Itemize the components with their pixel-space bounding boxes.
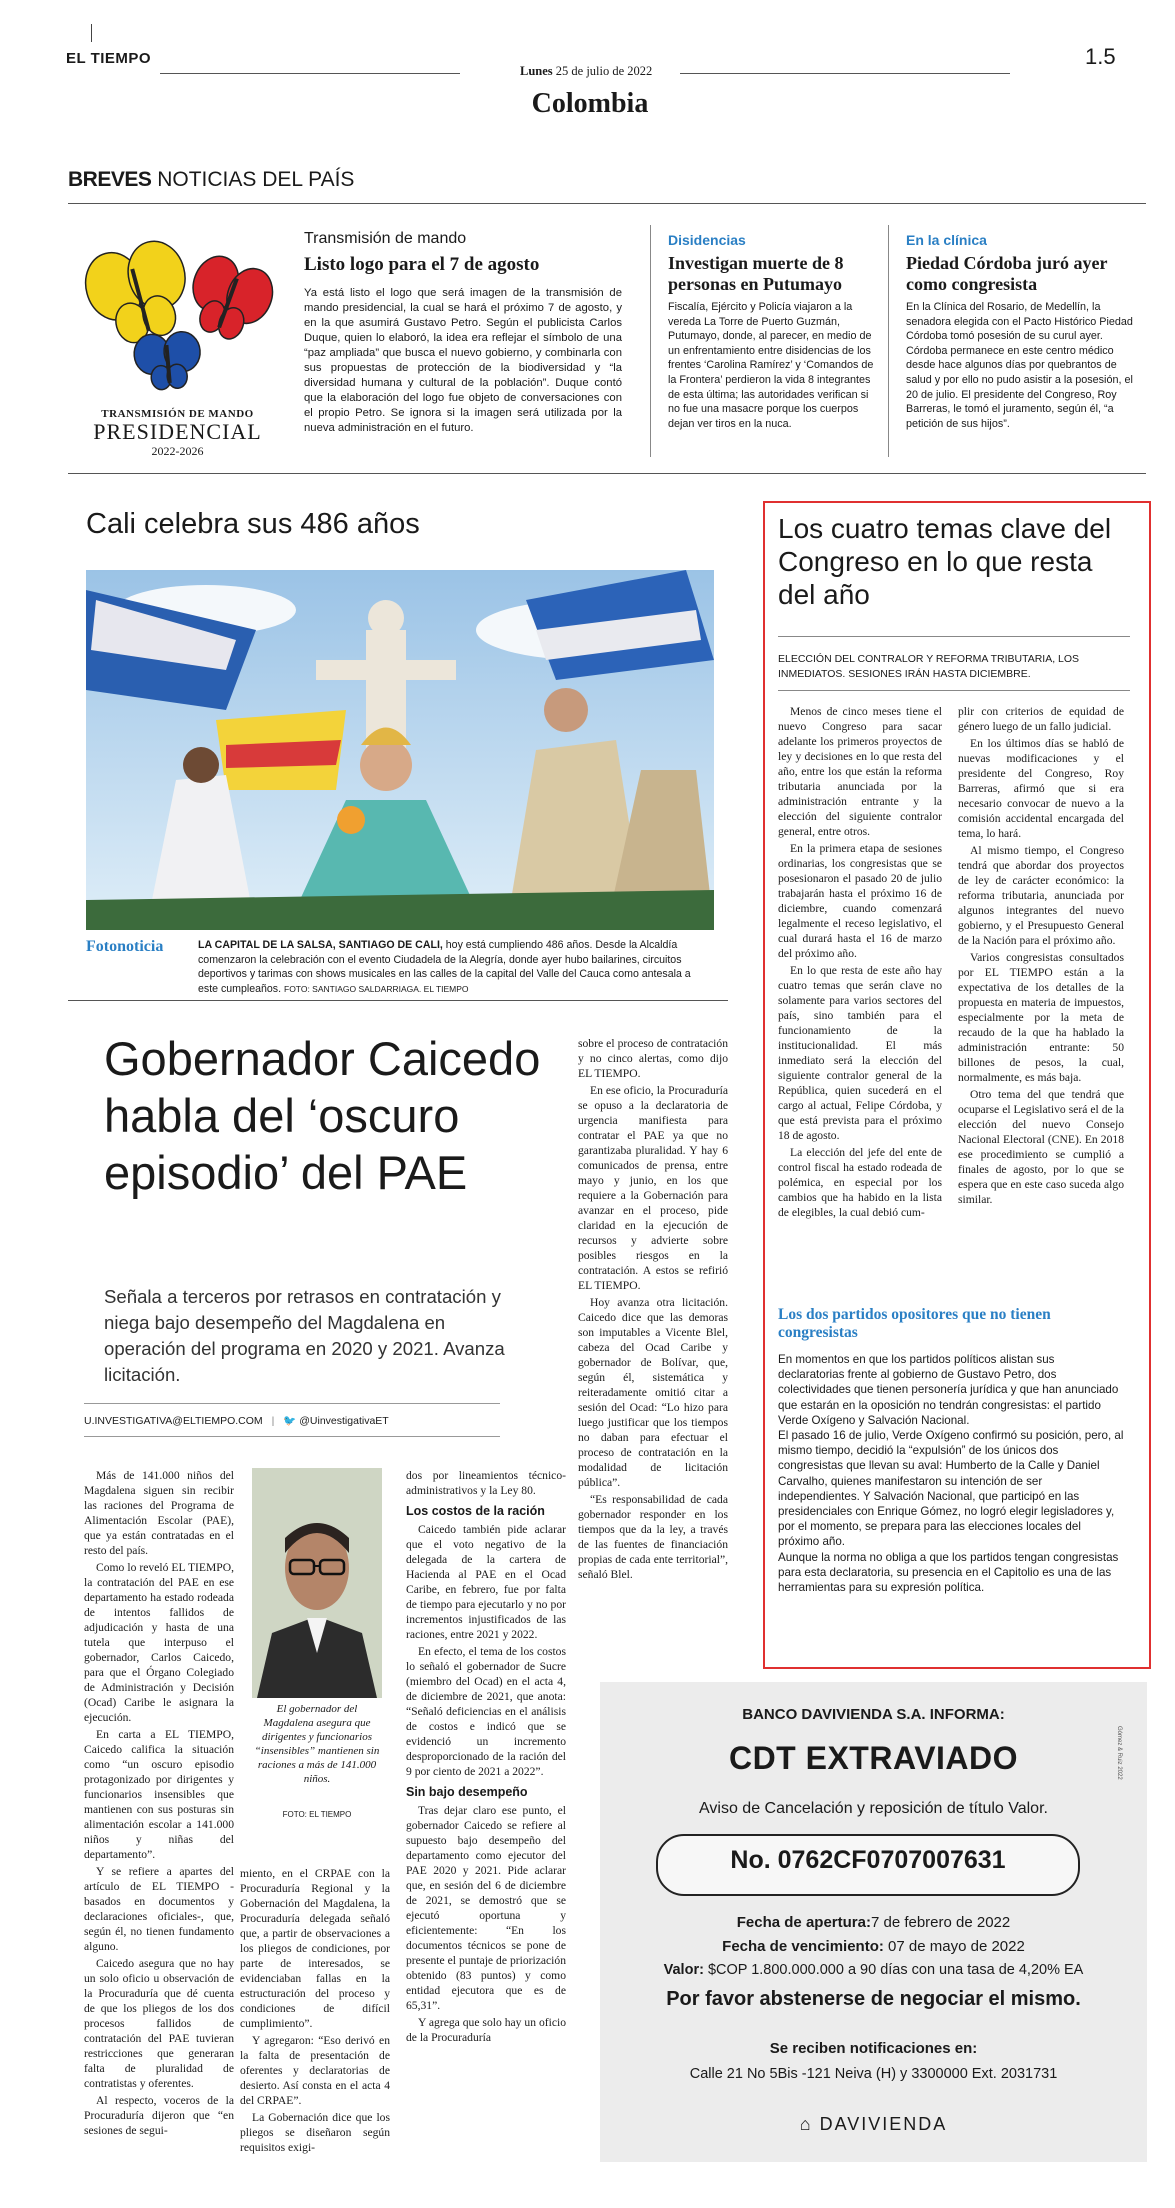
- subhead-desempeno: Sin bajo desempeño: [406, 1785, 528, 1799]
- davivienda-house-icon: ⌂: [799, 2114, 813, 2134]
- breves-bottom-rule: [68, 473, 1146, 474]
- subhead-costos: Los costos de la ración: [406, 1504, 545, 1518]
- governor-photo-credit: FOTO: EL TIEMPO: [282, 1810, 352, 1819]
- ad-apertura-label: Fecha de apertura:: [736, 1914, 871, 1931]
- breves-label-bold: BREVES: [68, 168, 152, 191]
- section-title: Colombia: [531, 88, 649, 119]
- gob-col3-p3: En efecto, el tema de los costos lo señaló el gobernador de Sucre (miembro del Ocad) en el acta 4, de diciembre de 2021, que anota: “Señaló deficiencias en el análisis de costos e indicó que se evidenció un incremento desproporcionado de la ración del 9 por ciento de 2021 a 2022”.: [406, 1645, 566, 1778]
- fotonoticia-label: Fotonoticia: [86, 938, 164, 955]
- ad-side-note: Gómez & Ruiz 2022: [1116, 1726, 1122, 1780]
- cali-bottom-rule: [68, 1000, 728, 1001]
- ad-apertura: [600, 1914, 1147, 1931]
- butterflies-icon: [80, 228, 275, 408]
- gob-col4-p2: En ese oficio, la Procuraduría se opuso a la declaratoria de urgencia manifiesta para contratar el PAE ya que no garantizaba pluralidad. Y hay 6 comunicados de prensa, entre mayo y junio, en los que requiere a la Gobernación para avanzar en el proceso, pide claridad en la ejecución de recursos y advierte sobre posibles riesgos en la contratación. A estos se refirió EL TIEMPO.: [578, 1084, 728, 1292]
- cali-caption: [198, 938, 710, 996]
- congreso-title-rule: [778, 636, 1130, 637]
- cong-col1-p2: En la primera etapa de sesiones ordinarias, los congresistas que se posesionaron el pasado 20 de julio trabajarán hasta el próximo 16 de diciembre, cuando comenzará legalmente el receso legislativo, el cual durará hasta el 16 de marzo del próximo año.: [778, 842, 942, 960]
- gob-col3-p1: dos por lineamientos técnico-administrativos y la Ley 80.: [406, 1469, 566, 1497]
- cong-col2-p4: Varios congresistas consultados por EL TIEMPO están a la expectativa de los detalles de la propuesta en materia de impuestos, especialmente por la meta de recaudo de la que ha hablado la administración entrante: 50 billones de pesos, la cual, normalmente, es más baja.: [958, 951, 1124, 1084]
- gob-col1-p5: Caicedo asegura que no hay un solo oficio u observación de la Procuraduría que dé cuenta de que los pliegos de los dos procesos fallidos de contratación del PAE tuvieran restricciones que generaran falta de pluralidad de contratistas y oferentes.: [84, 1957, 234, 2090]
- governor-portrait-image: [252, 1468, 382, 1698]
- cali-photo: [86, 570, 714, 930]
- congreso-col2: [958, 704, 1124, 1304]
- governor-photo: [252, 1468, 382, 1698]
- gob-col1-p3: En carta a EL TIEMPO, Caicedo califica la situación como “un oscuro episodio protagonizado por dirigentes y funcionarios insensibles que mantienen con sus posturas sin alimentación escolar a 141.000 niños y niñas del departamento”.: [84, 1728, 234, 1861]
- brief-3-category: En la clínica: [906, 232, 987, 248]
- governor-photo-caption: El gobernador del Magdalena asegura que dirigentes y funcionarios “insensibles” mantienen sin raciones a más de 141.000 niños.: [254, 1703, 380, 1785]
- ad-valor-label: Valor:: [663, 1962, 704, 1978]
- ad-address: Calle 21 No 5Bis -121 Neiva (H) y 3300000 Ext. 2031731: [689, 2066, 1058, 2082]
- gob-col4-p1: sobre el proceso de contratación y no cinco alertas, como dijo EL TIEMPO.: [578, 1037, 728, 1080]
- gob-col3-p2: Caicedo también pide aclarar que el voto negativo de la delegada de la cartera de Hacienda al PAE en el Ocad Caribe, en febrero, fue por falta de tiempo para ejecutarlo y no por incrementos injustificados de las raciones, entre 2021 y 2022.: [406, 1523, 566, 1641]
- cong-col2-p1: plir con criterios de equidad de género luego de un fallo judicial.: [958, 705, 1124, 733]
- cong-col2-p3: Al mismo tiempo, el Congreso tendrá que abordar dos proyectos de ley de carácter económico: la reforma tributaria, anunciada por algunos integrantes del nuevo gobierno, y el Presupuesto General de la Nación para el próximo año.: [958, 844, 1124, 947]
- byline-email[interactable]: U.INVESTIGATIVA@ELTIEMPO.COM: [84, 1415, 263, 1427]
- header-tick: [91, 24, 92, 42]
- cong-col1-p1: Menos de cinco meses tiene el nuevo Congreso para sacar adelante los primeros proyectos de ley y decisiones en lo que resta del año, entre los que están la reforma tributaria anunciada por la administración entrante y la elección del siguiente contralor general, entre otros.: [778, 705, 942, 838]
- breves-label-light: NOTICIAS DEL PAÍS: [157, 168, 355, 191]
- brief-2-title: Investigan muerte de 8 personas en Putumayo: [668, 253, 844, 294]
- brief-3-title: Piedad Córdoba juró ayer como congresista: [906, 253, 1108, 294]
- breves-heading: [68, 168, 354, 192]
- header-rule-left: [160, 73, 460, 74]
- ad-notif-label: Se reciben notificaciones en:: [769, 2040, 978, 2057]
- cong-col1-p4: La elección del jefe del ente de control fiscal ha estado rodeada de polémica, en especial por los cambios que ha habido en la lista de elegibles, la cual debió cum-: [778, 1146, 942, 1219]
- ad-vencimiento: [600, 1938, 1147, 1955]
- gobernador-col1: [84, 1468, 234, 2168]
- cali-credit: FOTO: SANTIAGO SALDARRIAGA. EL TIEMPO: [284, 983, 469, 994]
- byline-rule-bottom: [84, 1436, 500, 1437]
- gob-col2-p1: miento, en el CRPAE con la Procuraduría Regional y la Gobernación del Magdalena, la Procuraduría delegada señaló que, a partir de observaciones a los pliegos de condiciones, por parte de interesados, se evidenciaban fallas en la estructuración del proceso y condiciones de difícil cumplimiento”.: [240, 1867, 390, 2030]
- gobernador-col3: [406, 1468, 566, 2168]
- gob-col3-p5: Y agrega que solo hay un oficio de la Procuraduría: [406, 2016, 566, 2044]
- gob-col2-p3: La Gobernación dice que los pliegos se diseñaron según requisitos exigi-: [240, 2111, 390, 2154]
- gob-col1-p4: Y se refiere a apartes del artículo de EL TIEMPO -basados en documentos y declaraciones oficiales-, que, según él, no tienen fundamento alguno.: [84, 1865, 234, 1953]
- byline-separator: |: [271, 1415, 275, 1427]
- gob-col1-p6: Al respecto, voceros de la Procuraduría dijeron que “en sesiones de segui-: [84, 2094, 234, 2137]
- brief-main-title: Listo logo para el 7 de agosto: [304, 254, 540, 275]
- congreso-title: Los cuatro temas clave del Congreso en lo que resta del año: [778, 513, 1112, 610]
- cong-col1-p3: En lo que resta de este año hay cuatro temas que serán clave no solamente para varios sectores del país, sino también para el funcionamiento de la institucionalidad. El más inmediato será la elección del siguiente contralor general de la República, quien sucederá en el cargo al actual, Felipe Córdoba, y que está prevista para el próximo 18 de agosto.: [778, 964, 942, 1142]
- logo-caption-line2: PRESIDENCIAL: [93, 419, 262, 444]
- byline-twitter[interactable]: @UinvestigativaET: [299, 1415, 389, 1427]
- ad-valor: [600, 1962, 1147, 1978]
- header-rule-right: [680, 73, 1010, 74]
- gob-col2-p2: Y agregaron: “Eso derivó en la falta de presentación de oferentes y declaratorias de desierto. Así consta en el acta 4 del CRPAE”.: [240, 2034, 390, 2107]
- cong-col2-p2: En los últimos días se habló de nuevas modificaciones y el presidente del Congreso, Roy Barreras, afirmó que si era necesario convocar de nuevo a la comisión accidental encargada del tema, lo hará.: [958, 737, 1124, 840]
- ad-valor-value: $COP 1.800.000.000 a 90 días con una tasa de 4,20% EA: [707, 1962, 1084, 1978]
- cong-sub-p3: Aunque la norma no obliga a que los partidos tengan congresistas para esta declaratoria, su presencia en el Capitolio es una de las herramientas para su expresión política.: [778, 1550, 1119, 1595]
- gobernador-dek: Señala a terceros por retrasos en contratación y niega bajo desempeño del Magdalena en operación del programa en 2020 y 2021. Avanza licitación.: [104, 1286, 505, 1385]
- gobernador-col4: [578, 1036, 728, 1656]
- gobernador-byline: [84, 1414, 389, 1427]
- brief-divider-1: [650, 225, 651, 457]
- newspaper-logo: EL TIEMPO: [66, 50, 152, 67]
- cali-caption-bold: LA CAPITAL DE LA SALSA, SANTIAGO DE CALI,: [198, 939, 443, 951]
- twitter-icon: 🐦: [283, 1415, 297, 1427]
- cali-photo-image: [86, 570, 714, 930]
- cong-sub-p2: El pasado 16 de julio, Verde Oxígeno confirmó su posición, pero, al mismo tiempo, decidió la “expulsión” de los únicos dos congresistas que llevan su aval: Humberto de la Calle y Daniel Carvalho, quienes manifestaron su intención de ser independientes. Y Salvación Nacional, que participó en las presidenciales con Enrique Gómez, no logró elegir legisladores y, por el momento, se prepara para las elecciones locales del próximo año.: [778, 1429, 1124, 1549]
- ad-brand: [600, 2114, 1147, 2135]
- logo-caption: [80, 408, 275, 459]
- brief-2-category: Disidencias: [668, 232, 746, 248]
- date-rest: 25 de julio de 2022: [555, 64, 653, 78]
- header-date: [520, 64, 652, 79]
- ad-subtitle: Aviso de Cancelación y reposición de título Valor.: [699, 1800, 1048, 1817]
- ad-headline: CDT EXTRAVIADO: [728, 1740, 1019, 1776]
- congreso-summary: ELECCIÓN DEL CONTRALOR Y REFORMA TRIBUTARIA, LOS INMEDIATOS. SESIONES IRÁN HASTA DICIEMBRE.: [778, 653, 1080, 680]
- brief-main-body: Ya está listo el logo que será imagen de la transmisión de mando presidencial, la cual se hará el próximo 7 de agosto, y en la que asumirá Gustavo Petro. Según el publicista Carlos Duque, quien lo elaboró, la idea era reflejar el símbolo de una “paz ampliada” que busca el nuevo gobierno, y combinarla con sus propuestas de protección de la biodiversidad y “la diversidad humana y cultural de la población”. Duque contó que la elaboración del logo fue objeto de conversaciones con el propio Petro. Se ignora si la imagen será utilizada por la nueva administración en el futuro.: [304, 287, 622, 434]
- congreso-col1: [778, 704, 942, 1304]
- gob-col4-p3: Hoy avanza otra licitación. Caicedo dice que las demoras son imputables a Vicente Blel, cabeza del Ocad Caribe y gobernador de Bolívar, que, según él, sistemática y reiteradamente omitió citar a sesión del Ocad: “Lo hizo para luego justificar que los tiempos no daban para efectuar el proceso de contratación en la modalidad de licitación pública”.: [578, 1296, 728, 1489]
- cali-caption-text: hoy está cumpliendo 486 años. Desde la Alcaldía comenzaron la celebración con el evento Ciudadela de la Alegría, donde ayer hubo bailarines, circuitos deportivos y tarimas con shows musicales en las calles de la capital del Valle del Cauca como antesala a este cumpleaños.: [198, 939, 691, 995]
- gob-col1-p1: Más de 141.000 niños del Magdalena siguen sin recibir las raciones del Programa de Alimentación Escolar (PAE), que ya están contratadas en el resto del país.: [84, 1469, 234, 1557]
- ad-number: No. 0762CF0707007631: [730, 1846, 1006, 1874]
- byline-rule-top: [84, 1403, 500, 1404]
- congreso-sub-title: Los dos partidos opositores que no tienen congresistas: [778, 1306, 1051, 1341]
- ad-bank: BANCO DAVIVIENDA S.A. INFORMA:: [742, 1706, 1005, 1723]
- logo-caption-line3: 2022-2026: [151, 444, 204, 458]
- ad-apertura-value: 7 de febrero de 2022: [870, 1914, 1011, 1931]
- brief-3-body: En la Clínica del Rosario, de Medellín, la senadora elegida con el Pacto Histórico Piedad Córdoba tomó posesión de su curul ayer. Córdoba permanece en este centro médico desde hace algunos días por quebrantos de salud y por ello no pudo asistir a la posesión, el 20 de julio. El presidente del Congreso, Roy Barreras, le tomó el juramento, según él, “a petición de sus hijos”.: [906, 301, 1133, 430]
- cong-sub-p1: En momentos en que los partidos políticos alistan sus declaratorias frente al gobierno de Gustavo Petro, dos colectividades que tienen personería jurídica y que han anunciado que estarán en la oposición no tendrán congresistas: el partido Verde Oxígeno y Salvación Nacional.: [778, 1353, 1119, 1427]
- cong-col2-p5: Otro tema del que tendrá que ocuparse el Legislativo será el de la elección del nuevo Consejo Nacional Electoral (CNE). En 2018 ese procedimiento se cumplió a finales de agosto, por lo que se espera que en este caso suceda algo similar.: [958, 1088, 1124, 1206]
- page-number: 1.5: [1085, 44, 1116, 69]
- gobernador-title: Gobernador Caicedo habla del ‘oscuro episodio’ del PAE: [104, 1032, 541, 1199]
- breves-rule: [68, 203, 1146, 204]
- ad-vencimiento-label: Fecha de vencimiento:: [722, 1938, 884, 1955]
- logo-caption-line1: TRANSMISIÓN DE MANDO: [101, 408, 254, 420]
- brief-divider-2: [888, 225, 889, 457]
- ad-vencimiento-value: 07 de mayo de 2022: [888, 1938, 1025, 1955]
- ad-brand-name: DAVIVIENDA: [819, 2114, 948, 2134]
- congreso-summary-rule: [778, 690, 1130, 691]
- congreso-sub-body: [778, 1352, 1124, 1595]
- gobernador-col2: [240, 1866, 390, 2166]
- date-day: Lunes: [520, 64, 553, 78]
- cali-title: Cali celebra sus 486 años: [86, 508, 420, 540]
- gob-col4-p4: “Es responsabilidad de cada gobernador responder en los tiempos que da la ley, a través de las fuentes de financiación propias de cada ente territorial”, señaló Blel.: [578, 1493, 728, 1581]
- ad-warning: Por favor abstenerse de negociar el mismo.: [666, 1988, 1081, 2010]
- gob-col3-p4: Tras dejar claro ese punto, el gobernador Caicedo se refiere al supuesto bajo desempeño del departamento como ejecutor del PAE 2020 y 2021. Pide aclarar que, en sesión del 6 de diciembre de 2021, se demostró que se ejecutó oportuna y eficientemente: “En los documentos técnicos se pone de presente el puntaje de priorización obtenido (83 puntos) y como entidad ejecutora que es de 65,31”.: [406, 1804, 566, 2012]
- brief-main-kicker: Transmisión de mando: [304, 230, 467, 247]
- davivienda-ad: [600, 1682, 1147, 2162]
- gob-col1-p2: Como lo reveló EL TIEMPO, la contratación del PAE en ese departamento ha estado rodeada de intentos fallidos de adjudicación y hasta de una tutela que interpuso el gobernador, Carlos Caicedo, para que el Órgano Colegiado de Administración y Decisión (Ocad) Caribe le asignara la ejecución.: [84, 1561, 234, 1724]
- brief-2-body: Fiscalía, Ejército y Policía viajaron a la vereda La Torre de Puerto Guzmán, Putumayo, donde, al parecer, en medio de un enfrentamiento entre disidencias de los frentes ‘Carolina Ramírez’ y ‘Comandos de la Frontera’ perdieron la vida 8 integrantes de esta última; las autoridades verifican si no fue una masacre porque los cuerpos dejan ver tiros en la nuca.: [668, 301, 874, 430]
